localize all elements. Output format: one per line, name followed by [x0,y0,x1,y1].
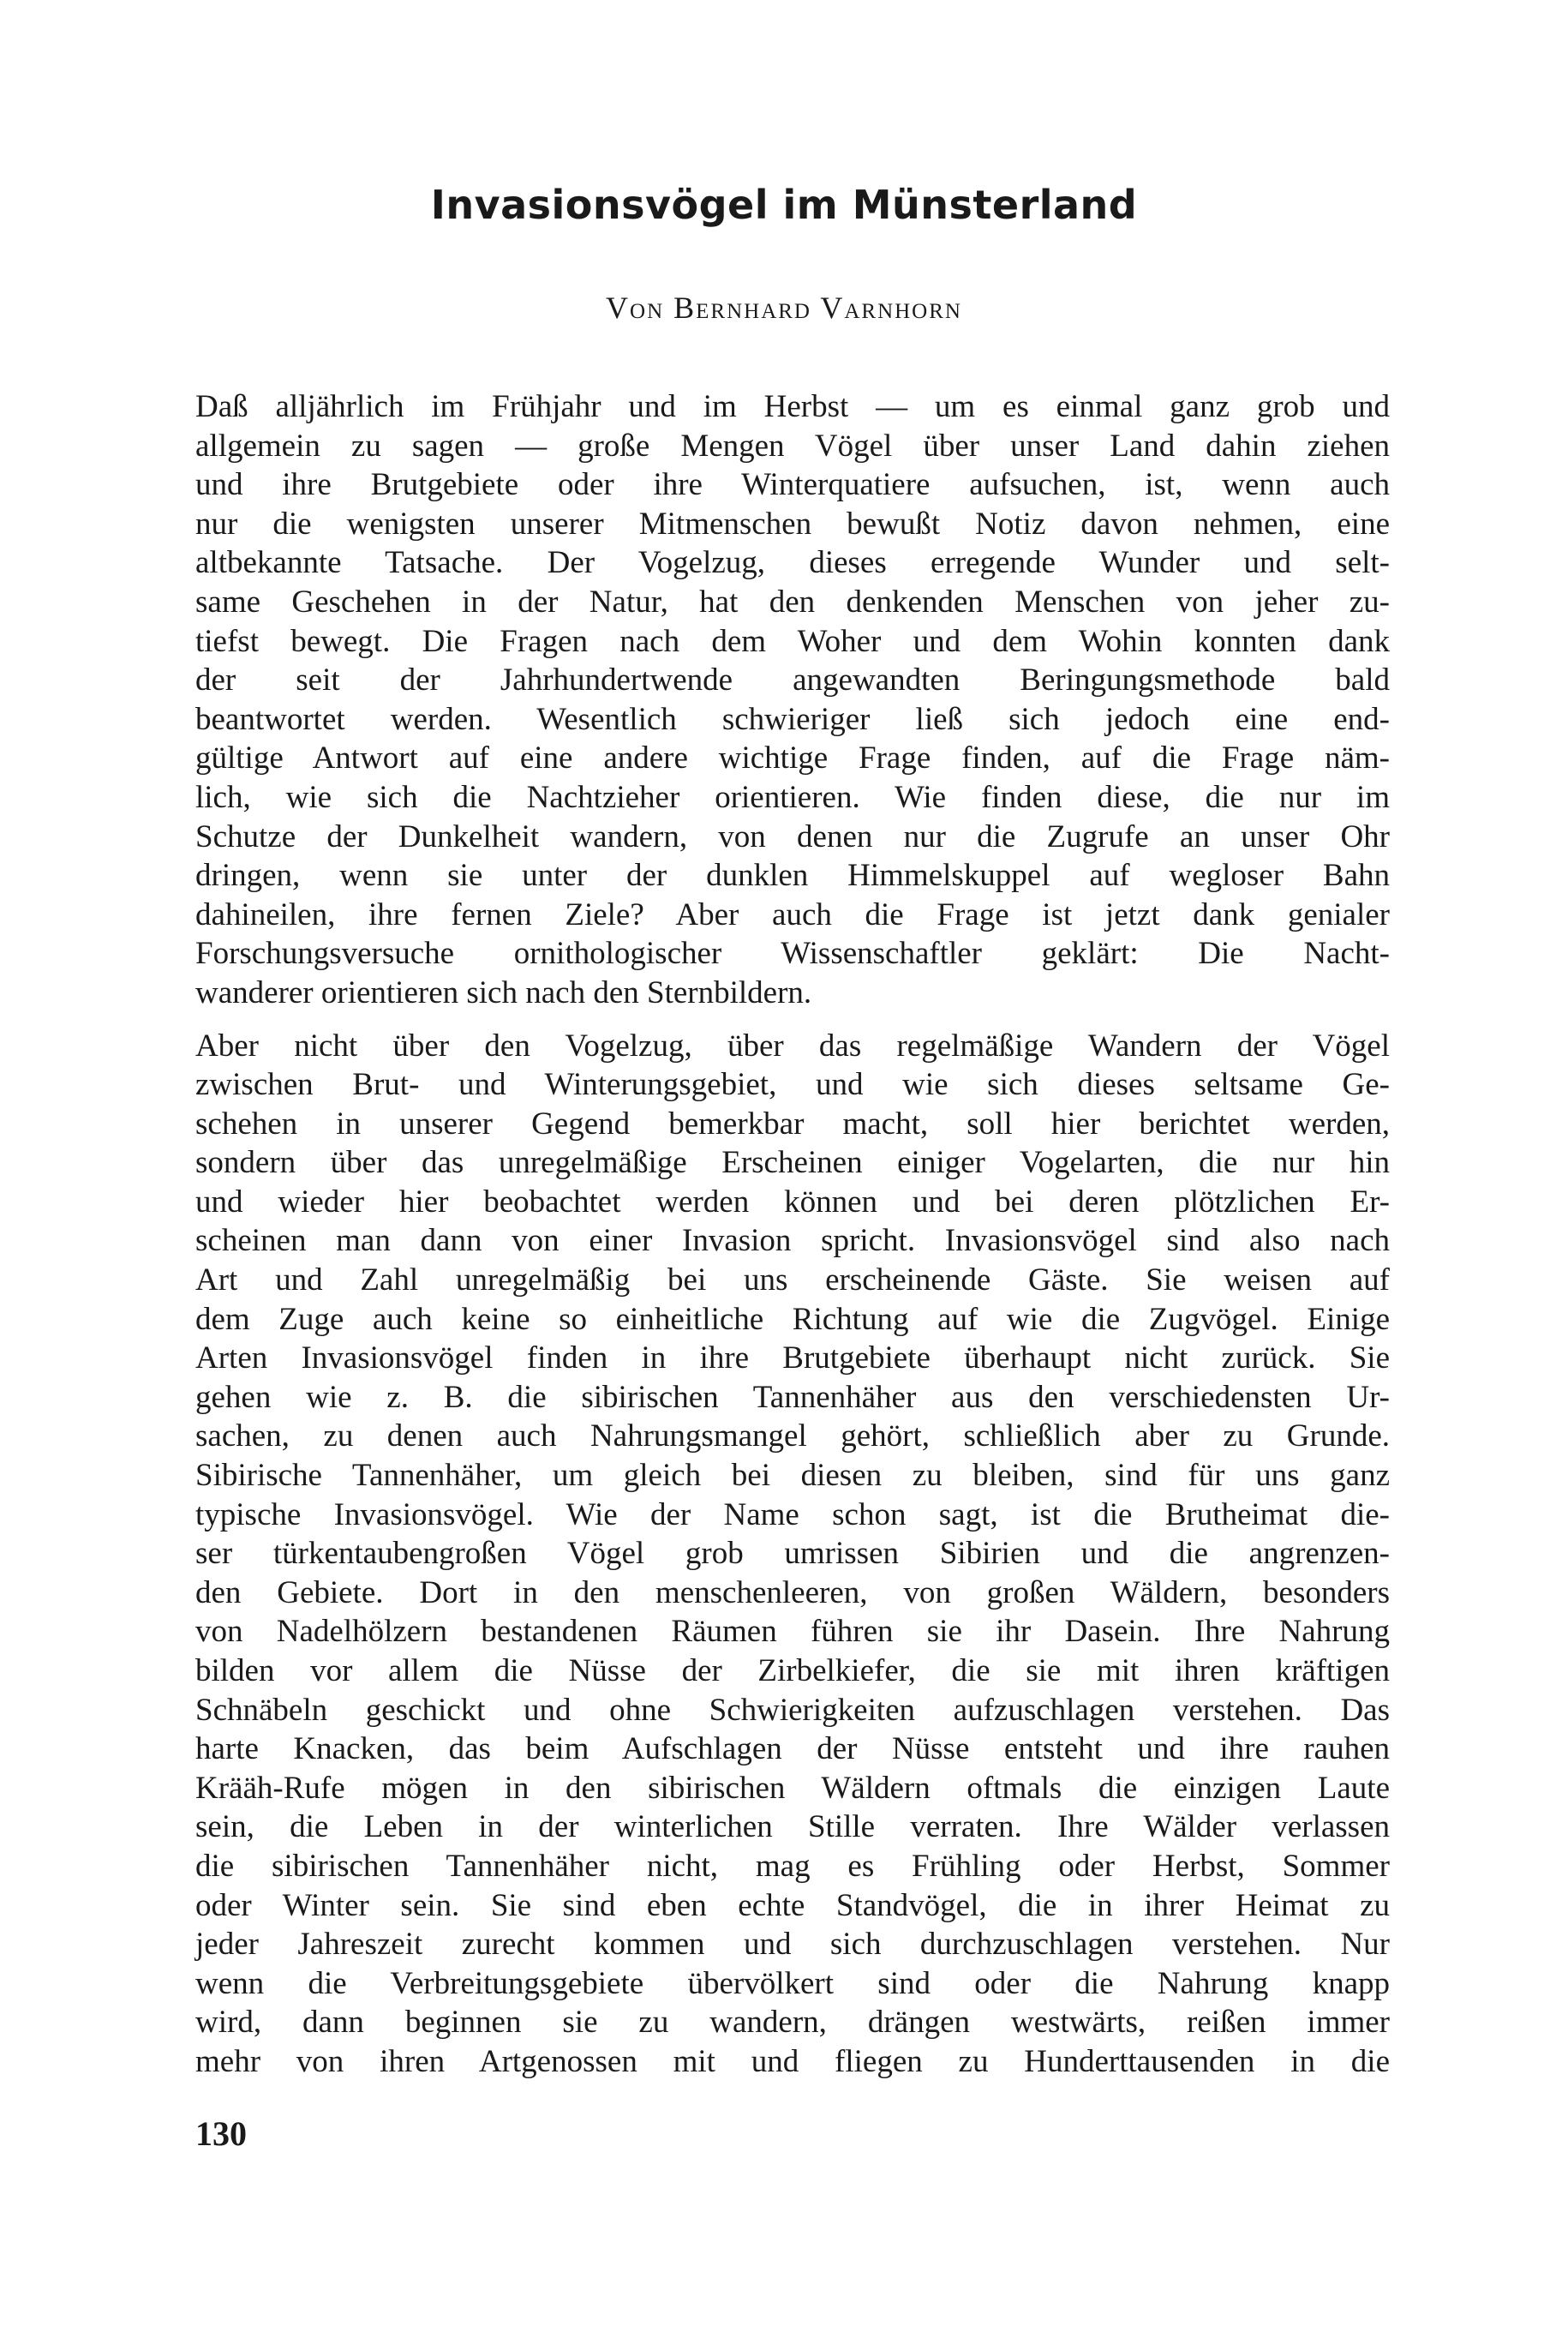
text-line: Sibirische Tannenhäher, um gleich bei diesen zu bleiben, sind für uns ganz [195,1458,1390,1494]
text-line: bilden vor allem die Nüsse der Zirbelkiefer, die sie mit ihren kräftigen [195,1653,1390,1688]
text-line: Krääh-Rufe mögen in den sibirischen Wäldern oftmals die einzigen Laute [195,1770,1390,1806]
text-line: nur die wenigsten unserer Mitmenschen bewußt Notiz davon nehmen, eine [195,506,1390,542]
text-line: scheinen man dann von einer Invasion spricht. Invasionsvögel sind also nach [195,1223,1390,1259]
article-body [195,387,1390,2095]
text-line: oder Winter sein. Sie sind eben echte Standvögel, die in ihrer Heimat zu [195,1887,1390,1923]
author-byline: Von Bernhard Varnhorn [606,291,962,325]
paragraph-2 [195,1027,1390,2082]
text-line: dem Zuge auch keine so einheitliche Richtung auf wie die Zugvögel. Einige [195,1301,1390,1337]
text-line: und ihre Brutgebiete oder ihre Winterquatiere aufsuchen, ist, wenn auch [195,467,1390,503]
text-line: Aber nicht über den Vogelzug, über das regelmäßige Wandern der Vögel [195,1028,1390,1064]
text-line: dringen, wenn sie unter der dunklen Himmelskuppel auf wegloser Bahn [195,858,1390,894]
text-line: wenn die Verbreitungsgebiete übervölkert sind oder die Nahrung knapp [195,1965,1390,2001]
text-line: typische Invasionsvögel. Wie der Name schon sagt, ist die Brutheimat die- [195,1496,1390,1532]
text-line: gültige Antwort auf eine andere wichtige Frage finden, auf die Frage näm- [195,740,1390,776]
text-line: wird, dann beginnen sie zu wandern, drängen westwärts, reißen immer [195,2005,1390,2041]
text-line: Daß alljährlich im Frühjahr und im Herbst — um es einmal ganz grob und [195,389,1390,424]
text-line: beantwortet werden. Wesentlich schwieriger ließ sich jedoch eine end- [195,701,1390,737]
text-line: sein, die Leben in der winterlichen Stille verraten. Ihre Wälder verlassen [195,1809,1390,1845]
text-line: dahineilen, ihre fernen Ziele? Aber auch die Frage ist jetzt dank genialer [195,896,1390,932]
text-line: same Geschehen in der Natur, hat den denkenden Menschen von jeher zu- [195,584,1390,620]
text-line: tiefst bewegt. Die Fragen nach dem Woher und dem Wohin konnten dank [195,623,1390,659]
text-line: und wieder hier beobachtet werden können und bei deren plötzlichen Er- [195,1184,1390,1220]
text-line: Schnäbeln geschickt und ohne Schwierigkeiten aufzuschlagen verstehen. Das [195,1692,1390,1728]
text-line: gehen wie z. B. die sibirischen Tannenhäher aus den verschiedensten Ur- [195,1379,1390,1415]
article-title: Invasionsvögel im Münsterland [430,182,1138,228]
text-line: Forschungsversuche ornithologischer Wissenschaftler geklärt: Die Nacht- [195,936,1390,972]
text-line: Arten Invasionsvögel finden in ihre Brutgebiete überhaupt nicht zurück. Sie [195,1340,1390,1376]
text-line: ser türkentaubengroßen Vögel grob umrissen Sibirien und die angrenzen- [195,1536,1390,1572]
paragraph-1 [195,387,1390,1013]
text-line: die sibirischen Tannenhäher nicht, mag es Frühling oder Herbst, Sommer [195,1848,1390,1884]
text-line: von Nadelhölzern bestandenen Räumen führen sie ihr Dasein. Ihre Nahrung [195,1614,1390,1650]
text-line: Art und Zahl unregelmäßig bei uns erscheinende Gäste. Sie weisen auf [195,1262,1390,1298]
text-line: jeder Jahreszeit zurecht kommen und sich durchzuschlagen verstehen. Nur [195,1927,1390,1963]
text-line: zwischen Brut- und Winterungsgebiet, und wie sich dieses seltsame Ge- [195,1067,1390,1103]
text-line: Schutze der Dunkelheit wandern, von denen nur die Zugrufe an unser Ohr [195,818,1390,854]
text-line: lich, wie sich die Nachtzieher orientieren. Wie finden diese, die nur im [195,779,1390,815]
text-line: wanderer orientieren sich nach den Sternbildern. [195,974,812,1010]
text-line: den Gebiete. Dort in den menschenleeren, von großen Wäldern, besonders [195,1574,1390,1610]
text-line: harte Knacken, das beim Aufschlagen der Nüsse entsteht und ihre rauhen [195,1731,1390,1767]
text-line: der seit der Jahrhundertwende angewandten Beringungsmethode bald [195,662,1390,698]
text-line: allgemein zu sagen — große Mengen Vögel über unser Land dahin ziehen [195,428,1390,464]
text-line: schehen in unserer Gegend bemerkbar macht, soll hier berichtet werden, [195,1106,1390,1142]
text-line: altbekannte Tatsache. Der Vogelzug, dieses erregende Wunder und selt- [195,545,1390,581]
page-number: 130 [195,2114,247,2153]
text-line: sachen, zu denen auch Nahrungsmangel gehört, schließlich aber zu Grunde. [195,1418,1390,1454]
text-line: sondern über das unregelmäßige Erscheinen einiger Vogelarten, die nur hin [195,1145,1390,1181]
text-line: mehr von ihren Artgenossen mit und fliegen zu Hunderttausenden in die [195,2043,1390,2079]
